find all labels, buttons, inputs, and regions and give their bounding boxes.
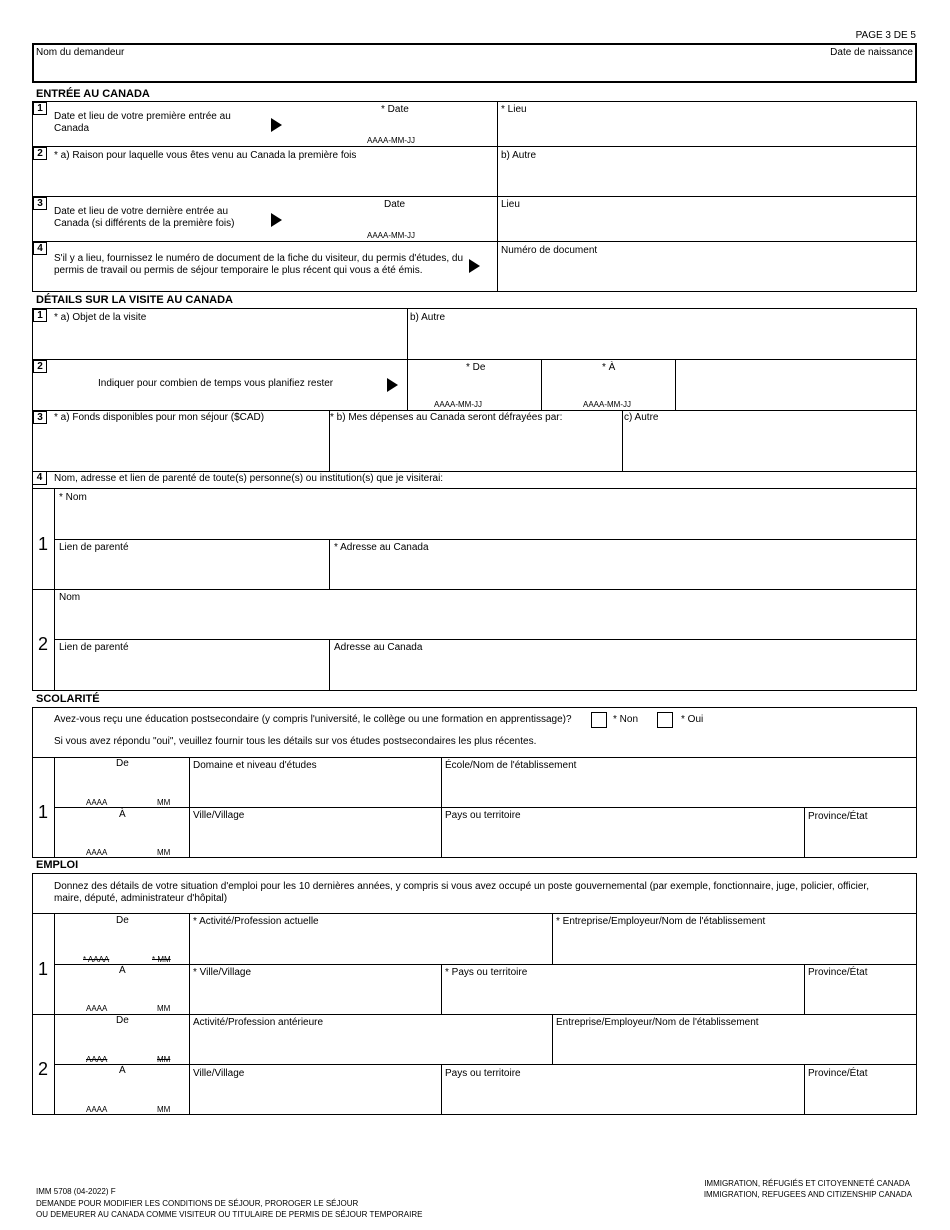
person-1-name-label: * Nom (59, 492, 87, 503)
entry-q3-place-field[interactable] (501, 213, 911, 237)
employment-1-city-label: * Ville/Village (193, 967, 252, 978)
entry-q1-date-label: * Date (381, 104, 409, 115)
visit-from-date-format: AAAA-MM-JJ (434, 400, 482, 409)
visit-q3-label: * a) Fonds disponibles pour mon séjour ($CAD) (54, 412, 265, 423)
employment-1-to-label: À (119, 965, 126, 976)
person-2-address-field[interactable] (334, 656, 909, 686)
person-1-relation-label: Lien de parenté (59, 542, 129, 553)
education-yes-checkbox[interactable] (657, 712, 673, 728)
employment-2-city-input[interactable] (193, 1082, 437, 1111)
entry-q2-number: 2 (33, 147, 47, 160)
employment-1-from-label: De (116, 915, 129, 926)
visit-q1-label: * a) Objet de la visite (54, 312, 147, 323)
funds-field[interactable] (54, 428, 324, 466)
person-1-index: 1 (38, 534, 49, 554)
employment-2-employer-input[interactable] (556, 1031, 911, 1060)
employment-2-country-input[interactable] (445, 1082, 800, 1111)
visit-to-date-format: AAAA-MM-JJ (583, 400, 631, 409)
employment-2-from-label: De (116, 1015, 129, 1026)
employment-2-province-label: Province/État (808, 1068, 868, 1079)
entry-q1-date-format: AAAA-MM-JJ (367, 136, 415, 145)
education-question: Avez-vous reçu une éducation postsecondaire (y compris l'université, le collège ou une formation en apprentissage)? (54, 714, 572, 725)
entry-q2-other-label: b) Autre (501, 150, 537, 161)
arrow-right-icon (387, 378, 398, 392)
department-name-fr: IMMIGRATION, RÉFUGIÉS ET CITOYENNETÉ CANADA (704, 1179, 910, 1188)
arrow-right-icon (271, 118, 282, 132)
visit-q1-other-label: b) Autre (410, 312, 446, 323)
employment-row-1-index: 1 (38, 959, 49, 979)
page-number: PAGE 3 DE 5 (855, 30, 916, 41)
entry-q2-other-field[interactable] (501, 164, 911, 192)
education-city-label: Ville/Village (193, 810, 245, 821)
education-school-input[interactable] (445, 774, 911, 802)
entry-q3-number: 3 (33, 197, 47, 210)
visit-q4-label: Nom, adresse et lien de parenté de toute(s) personne(s) ou institution(s) que je visiterai: (54, 473, 444, 484)
paid-by-field[interactable] (333, 428, 618, 466)
person-1-address-label: * Adresse au Canada (334, 542, 429, 553)
visit-paid-by-label: * b) Mes dépenses au Canada seront défrayées par: (330, 412, 563, 423)
entry-q3-label: Date et lieu de votre dernière entrée au Canada (si différents de la première fois) (54, 206, 235, 229)
employment-1-to-yyyy: AAAA (86, 1004, 108, 1013)
employment-1-from-date-field[interactable] (58, 929, 185, 953)
employment-2-city-label: Ville/Village (193, 1068, 245, 1079)
education-country-label: Pays ou territoire (445, 810, 521, 821)
education-province-label: Province/État (808, 811, 868, 822)
employment-row-2-index: 2 (38, 1059, 49, 1079)
paid-by-other-field[interactable] (626, 428, 911, 466)
entry-q4-label: S'il y a lieu, fournissez le numéro de document de la fiche du visiteur, du permis d'études, du permis de travail ou permis de séjour temporaire le plus récent qui vous a été émis. (54, 253, 464, 276)
education-to-label: À (119, 809, 126, 820)
employment-instruction: Donnez des détails de votre situation d'emploi pour les 10 dernières années, y compris si vous avez occupé un poste gouvernemental (par exemple, fonctionnaire, juge, policier, officier, maire, député, administrateur d'hôpital) (54, 881, 869, 904)
education-from-label: De (116, 758, 129, 769)
education-province-input[interactable] (808, 825, 911, 854)
birth-date-label: Date de naissance (830, 47, 913, 58)
form-code: IMM 5708 (04-2022) F (36, 1187, 116, 1196)
entry-section-title: ENTRÉE AU CANADA (36, 88, 150, 100)
arrow-right-icon (271, 213, 282, 227)
visit-to-label: * À (602, 362, 616, 373)
visit-from-date-field[interactable] (410, 376, 538, 396)
employment-2-country-label: Pays ou territoire (445, 1068, 521, 1079)
visit-q3-other-label: c) Autre (624, 412, 659, 423)
entry-q1-date-field[interactable] (300, 116, 490, 134)
visit-purpose-field[interactable] (54, 326, 402, 354)
employment-1-employer-input[interactable] (556, 930, 911, 960)
education-row-index: 1 (38, 802, 49, 822)
employment-1-to-mm: MM (157, 1004, 171, 1013)
education-section-title: SCOLARITÉ (36, 693, 100, 705)
entry-q1-place-field[interactable] (501, 118, 911, 142)
education-country-input[interactable] (445, 824, 800, 854)
employment-2-to-date-field[interactable] (58, 1079, 185, 1103)
employment-2-occupation-input[interactable] (193, 1031, 548, 1060)
employment-2-from-mm: MM (157, 1055, 171, 1064)
employment-2-from-date-field[interactable] (58, 1029, 185, 1053)
employment-1-to-date-field[interactable] (58, 979, 185, 1003)
education-yes-label: * Oui (681, 714, 704, 725)
entry-q4-doc-label: Numéro de document (501, 245, 598, 256)
person-1-address-field[interactable] (334, 556, 909, 584)
employment-2-to-yyyy: AAAA (86, 1105, 108, 1114)
employment-1-province-input[interactable] (808, 981, 911, 1010)
education-to-date-field[interactable] (58, 822, 185, 846)
entry-q3-date-field[interactable] (300, 211, 490, 229)
person-2-address-label: Adresse au Canada (334, 642, 423, 653)
visit-section-title: DÉTAILS SUR LA VISITE AU CANADA (36, 294, 233, 306)
person-2-name-label: Nom (59, 592, 81, 603)
entry-q3-date-label: Date (384, 199, 406, 210)
employment-1-occupation-label: * Activité/Profession actuelle (193, 916, 319, 927)
employment-2-to-label: À (119, 1065, 126, 1076)
education-to-mm: MM (157, 848, 171, 857)
employment-2-employer-label: Entreprise/Employeur/Nom de l'établissement (556, 1017, 759, 1028)
education-to-yyyy: AAAA (86, 848, 108, 857)
applicant-name-field[interactable] (36, 60, 906, 80)
entry-q1-place-label: * Lieu (501, 104, 527, 115)
visit-q2-number: 2 (33, 360, 47, 373)
education-no-label: * Non (613, 714, 639, 725)
entry-q1-number: 1 (33, 102, 47, 115)
visit-purpose-other-field[interactable] (410, 326, 910, 354)
education-instruction: Si vous avez répondu "oui", veuillez fournir tous les détails sur vos études postsecondaires les plus récentes. (54, 736, 537, 747)
employment-2-to-mm: MM (157, 1105, 171, 1114)
education-field-input[interactable] (193, 774, 437, 802)
person-2-relation-label: Lien de parenté (59, 642, 129, 653)
form-title-line-1: DEMANDE POUR MODIFIER LES CONDITIONS DE SÉJOUR, PROROGER LE SÉJOUR (36, 1199, 359, 1208)
education-from-date-field[interactable] (58, 772, 185, 796)
education-city-input[interactable] (193, 824, 437, 854)
entry-q2-reason-field[interactable] (54, 164, 492, 192)
entry-q3-date-format: AAAA-MM-JJ (367, 231, 415, 240)
person-2-index: 2 (38, 634, 49, 654)
person-2-name-field[interactable] (59, 606, 909, 634)
education-from-mm: MM (157, 798, 171, 807)
employment-1-from-yyyy: * AAAA (83, 955, 110, 964)
arrow-right-icon (469, 259, 480, 273)
form-title-line-2: OU DEMEURER AU CANADA COMME VISITEUR OU TITULAIRE DE PERMIS DE SÉJOUR TEMPORAIRE (36, 1210, 423, 1219)
entry-q1-label: Date et lieu de votre première entrée au Canada (54, 111, 231, 134)
visit-q2-label: Indiquer pour combien de temps vous planifiez rester (98, 378, 334, 389)
education-field-label: Domaine et niveau d'études (193, 760, 317, 771)
education-school-label: École/Nom de l'établissement (445, 760, 577, 771)
entry-q4-number: 4 (33, 242, 47, 255)
visit-q3-number: 3 (33, 411, 47, 424)
visit-q1-number: 1 (33, 309, 47, 322)
entry-q3-place-label: Lieu (501, 199, 520, 210)
employment-1-country-label: * Pays ou territoire (445, 967, 528, 978)
employment-2-occupation-label: Activité/Profession antérieure (193, 1017, 324, 1028)
visit-to-date-field[interactable] (544, 376, 672, 396)
person-1-name-field[interactable] (59, 506, 909, 534)
entry-q2-label: * a) Raison pour laquelle vous êtes venu au Canada la première fois (54, 150, 357, 161)
employment-2-from-yyyy: AAAA (86, 1055, 108, 1064)
employment-1-employer-label: * Entreprise/Employeur/Nom de l'établissement (556, 916, 766, 927)
person-2-relation-field[interactable] (59, 656, 324, 686)
employment-1-occupation-input[interactable] (193, 930, 548, 960)
employment-2-province-input[interactable] (808, 1082, 911, 1111)
employment-1-country-input[interactable] (445, 981, 800, 1010)
employment-1-province-label: Province/État (808, 967, 868, 978)
applicant-name-label: Nom du demandeur (36, 47, 125, 58)
visit-q4-number: 4 (33, 472, 47, 485)
employment-1-from-mm: * MM (152, 955, 171, 964)
department-name-en: IMMIGRATION, REFUGEES AND CITIZENSHIP CANADA (703, 1190, 912, 1199)
person-1-relation-field[interactable] (59, 556, 324, 584)
employment-section-title: EMPLOI (36, 859, 79, 871)
entry-q4-doc-field[interactable] (501, 259, 911, 287)
employment-1-city-input[interactable] (193, 981, 437, 1010)
visit-from-label: * De (466, 362, 486, 373)
education-from-yyyy: AAAA (86, 798, 108, 807)
education-no-checkbox[interactable] (591, 712, 607, 728)
